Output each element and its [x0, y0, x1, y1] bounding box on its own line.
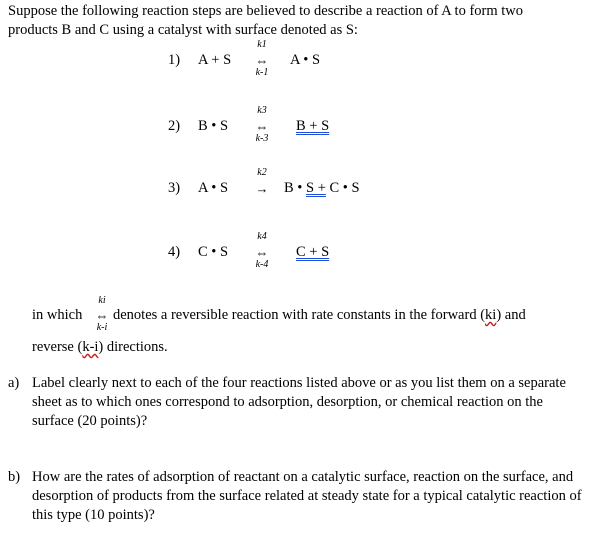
- reaction-1-number: 1): [168, 52, 181, 68]
- question-a-label: a): [8, 375, 20, 391]
- reaction-4-left: C • S: [198, 244, 229, 260]
- reaction-3-number: 3): [168, 180, 181, 196]
- question-b-text: How are the rates of adsorption of reactant on a catalytic surface, reaction on the surface, and desorption of products from the surface related at steady state for a typical catalytic reaction of this type (10 points)?: [32, 469, 582, 523]
- legend-line-2: [32, 338, 168, 357]
- reaction-3-arrow: →: [255, 181, 269, 196]
- reaction-3-k-forward: k2: [257, 167, 267, 178]
- reaction-2-left: B • S: [198, 118, 229, 134]
- reaction-3-right-part-1: B •: [284, 180, 303, 196]
- legend-k-bottom: k-i: [96, 322, 108, 333]
- reaction-3-right: [284, 180, 360, 197]
- legend-text-a: denotes a reversible reaction with rate constants in the forward (: [113, 307, 486, 323]
- legend-k-forward: ki: [485, 307, 497, 323]
- intro-line-2: products B and C using a catalyst with surface denoted as S:: [8, 22, 358, 38]
- legend-line2-b: ) directions.: [98, 339, 168, 355]
- reaction-4-right: C + S: [296, 244, 330, 260]
- reaction-2-arrow: ⇔: [255, 119, 269, 134]
- reaction-3-right-part-2: S +: [306, 180, 326, 196]
- reaction-2-number: 2): [168, 118, 181, 134]
- legend-prefix: in which: [32, 307, 83, 323]
- reaction-4-number: 4): [168, 244, 181, 260]
- reaction-2-k-reverse: k-3: [255, 133, 269, 144]
- reaction-4-k-forward: k4: [257, 231, 267, 242]
- legend-text-b: ) and: [496, 307, 526, 323]
- reaction-3-left: A • S: [198, 180, 229, 196]
- reaction-1-k-reverse: k-1: [255, 67, 269, 78]
- legend-line2-a: reverse (: [32, 339, 83, 355]
- intro-line-1: Suppose the following reaction steps are believed to describe a reaction of A to form two: [8, 3, 524, 19]
- reaction-1-arrow: ⇔: [255, 53, 269, 68]
- legend-arrow: ⇔: [95, 308, 109, 323]
- question-a-text: Label clearly next to each of the four reactions listed above or as you list them on a separate sheet as to which ones correspond to adsorption, desorption, or chemical reaction on the surface (20 points)?: [32, 375, 566, 429]
- reaction-2-right: B + S: [296, 118, 330, 134]
- reaction-4-arrow: ⇔: [255, 245, 269, 260]
- reaction-1-left: A + S: [198, 52, 232, 68]
- reaction-3-right-part-3: C • S: [329, 180, 360, 196]
- intro-paragraph: [8, 2, 598, 40]
- reaction-1-k-forward: k1: [257, 39, 267, 50]
- legend-k-reverse: k-i: [82, 339, 99, 355]
- reaction-4-k-reverse: k-4: [255, 259, 269, 270]
- question-b-label: b): [8, 469, 21, 485]
- reaction-1-right: A • S: [290, 52, 321, 68]
- reaction-2-k-forward: k3: [257, 105, 267, 116]
- legend-line-1: [113, 306, 526, 325]
- legend-k-top: ki: [98, 295, 106, 306]
